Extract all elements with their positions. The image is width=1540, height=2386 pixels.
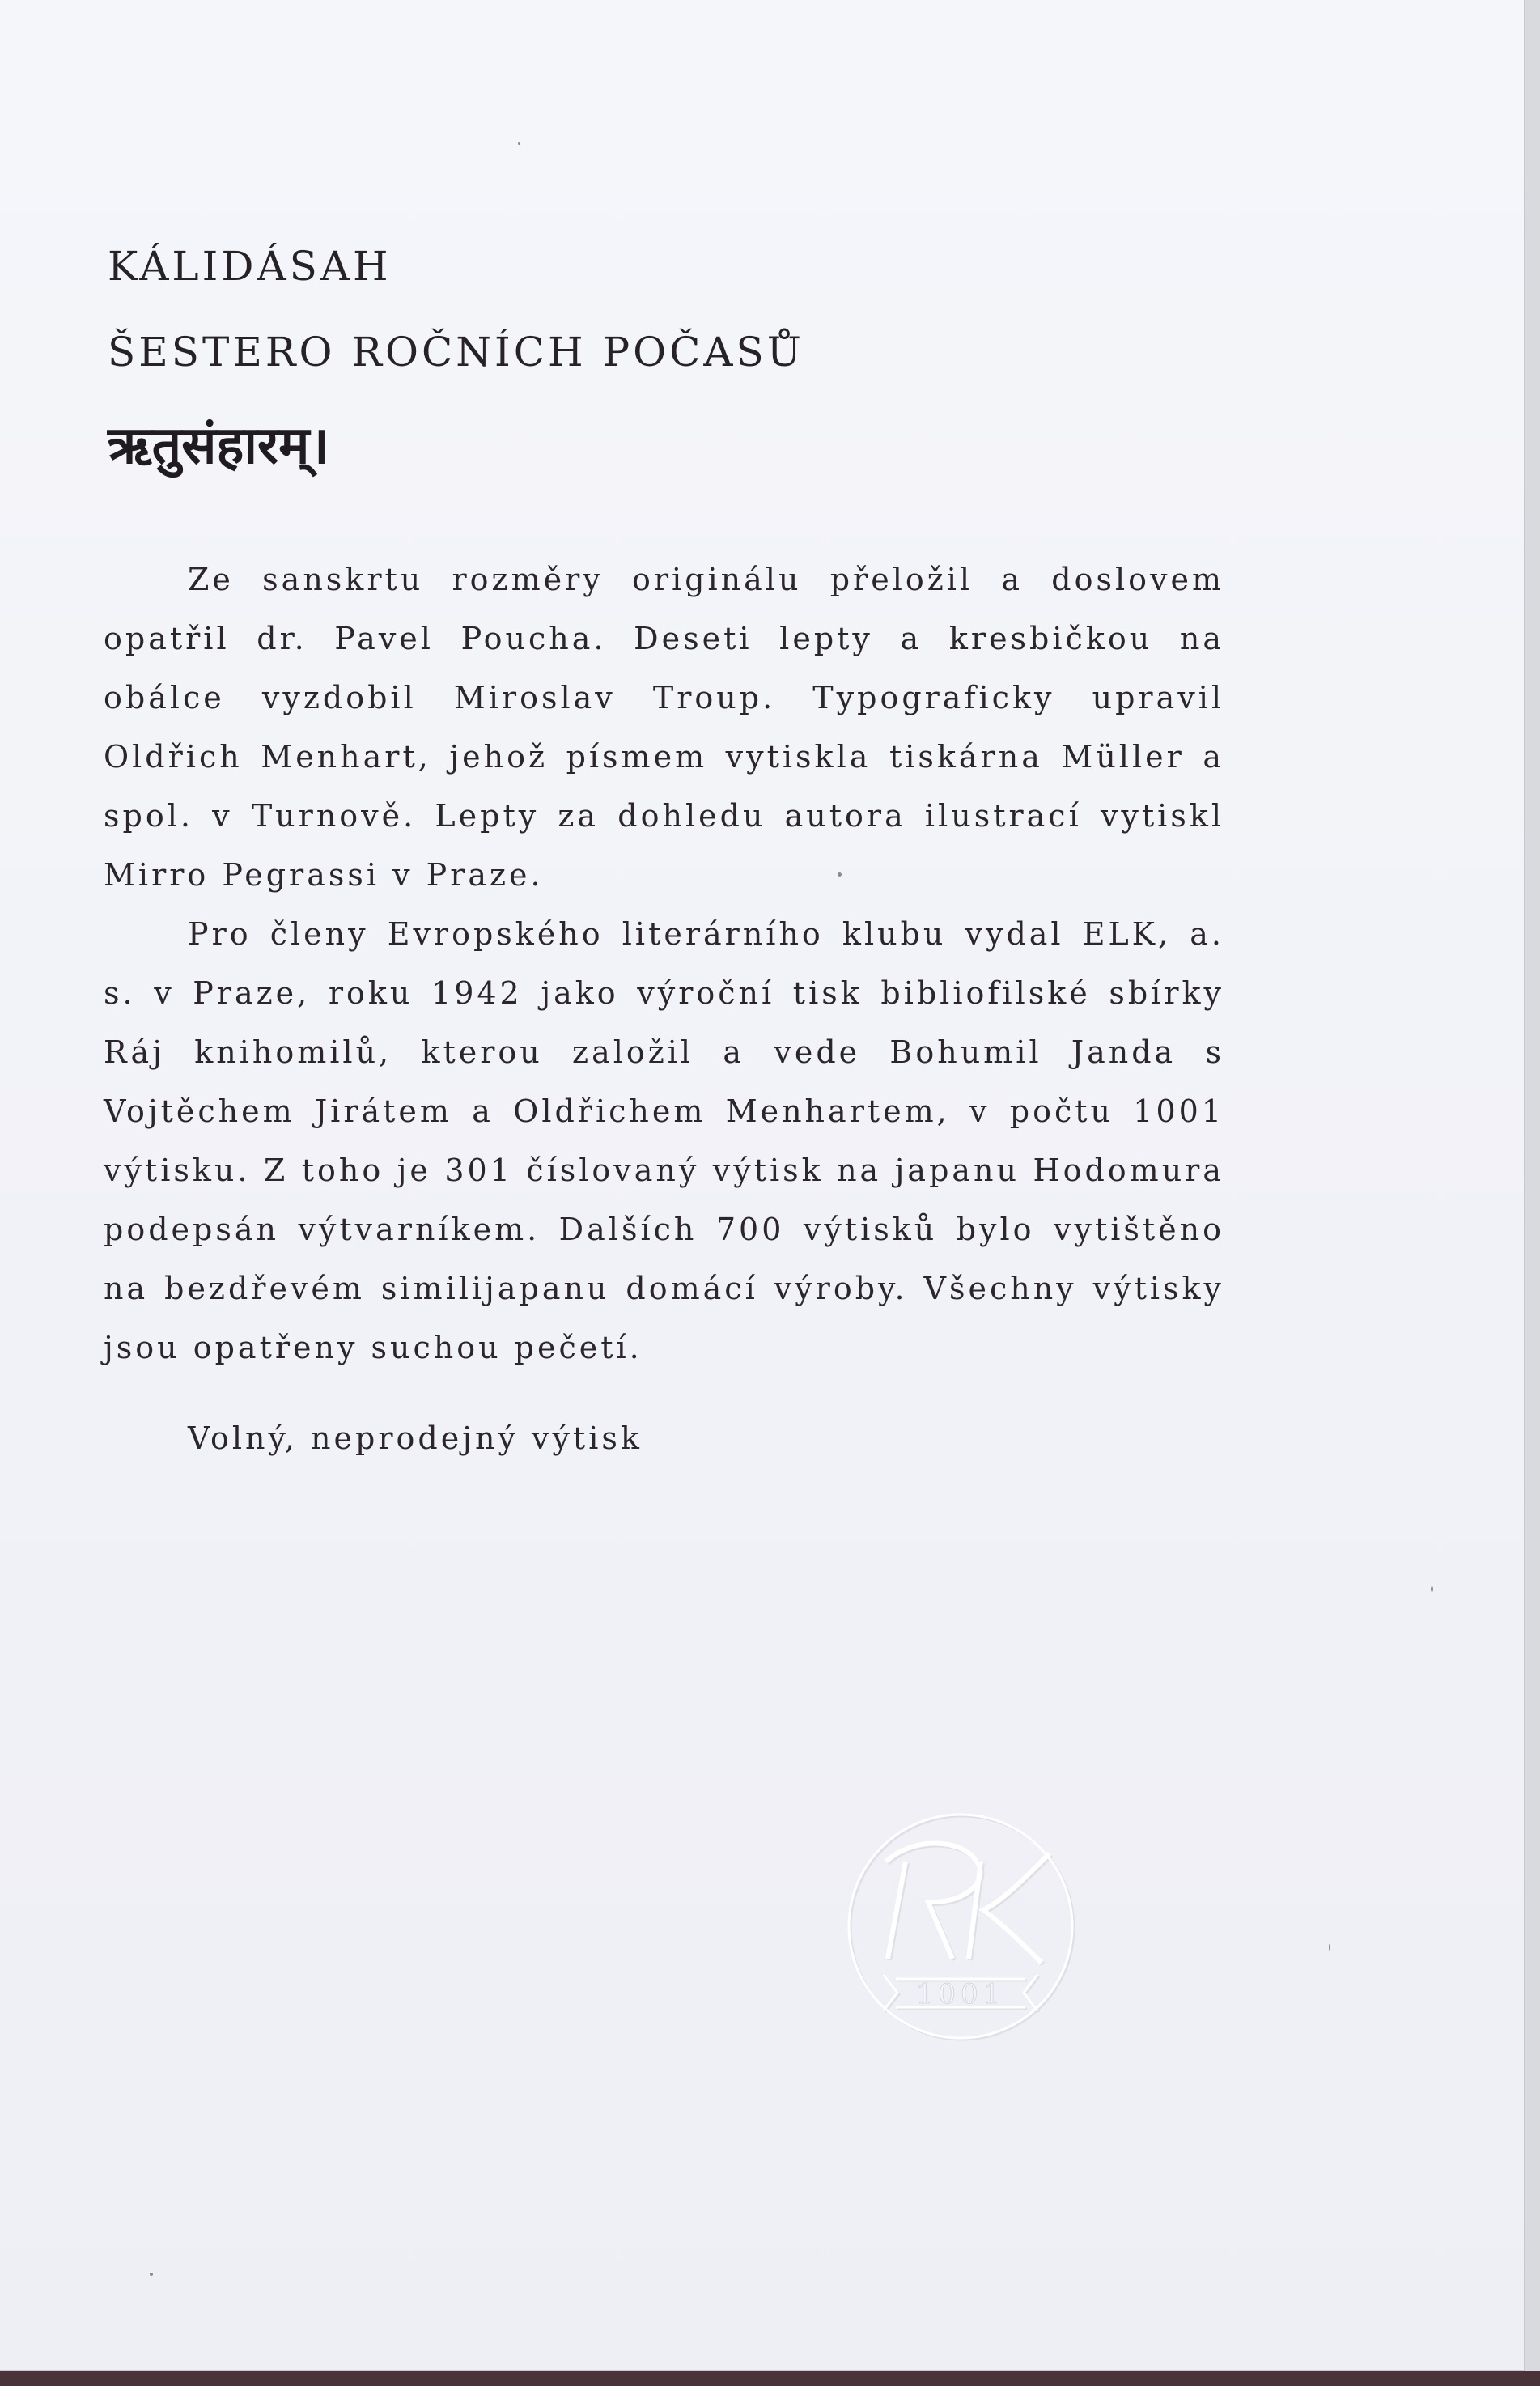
paper-speck [518, 142, 520, 145]
edition-note: Volný, neprodejný výtisk [188, 1420, 643, 1456]
colophon [104, 550, 1224, 1378]
seal-number: 1001 [915, 1978, 1006, 2010]
book-title: ŠESTERO ROČNÍCH POČASŮ [108, 329, 804, 376]
author-name: KÁLIDÁSAH [108, 243, 392, 290]
background-edge [0, 2371, 1540, 2386]
embossed-seal-icon [839, 1805, 1082, 2048]
paper-speck [150, 2273, 153, 2276]
paper-speck [1431, 1586, 1433, 1592]
paper-speck [838, 872, 842, 877]
colophon-paragraph-edition: Pro členy Evropského literárního klubu vydal ELK, a. s. v Praze, roku 1942 jako výroční tisk bibliofilské sbírky Ráj knihomilů, kterou založil a vede Bohumil Janda s Vojtěchem Jirátem a Oldřichem Menhartem, v počtu 1001 výtisku. Z toho je 301 číslovaný výtisk na japanu Hodomura podepsán výtvarníkem. Dalších 700 výtisků bylo vytištěno na bezdřevém similijapanu domácí výroby. Všechny výtisky jsou opatřeny suchou pečetí. [104, 916, 1224, 1365]
paper-speck [1329, 1944, 1330, 1951]
colophon-paragraph-translation: Ze sanskrtu rozměry originálu přeložil a doslovem opatřil dr. Pavel Poucha. Deseti lepty a kresbičkou na obálce vyzdobil Miroslav Troup. Typograficky upravil Oldřich Menhart, jehož písmem vytiskla tiskárna Müller a spol. v Turnově. Lepty za dohledu autora ilustrací vytiskl Mirro Pegrassi v Praze. [104, 562, 1224, 893]
seal-monogram: RK [960, 1934, 961, 1935]
sanskrit-title: ऋतुसंहारम्। [108, 416, 329, 476]
